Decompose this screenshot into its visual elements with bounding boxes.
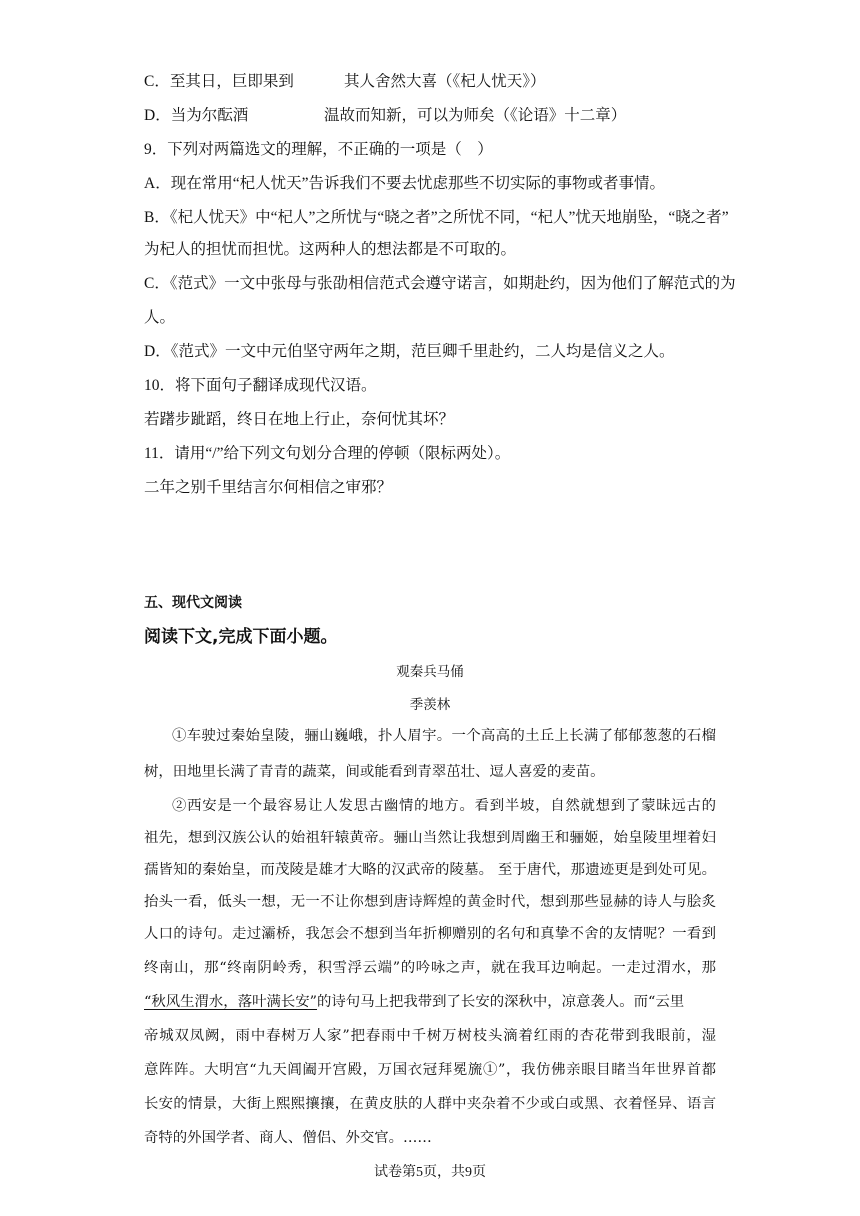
article-line-1: ①车驶过秦始皇陵，骊山巍峨，扑人眉宇。一个高高的土丘上长满了郁郁葱葱的石榴 [172,728,716,744]
article-line-12: 长安的情景，大街上熙熙攘攘，在黄皮肤的人群中夹杂着不少或白或黑、衣着怪异、语言 [144,1096,716,1112]
q9-option-b-line2: 为杞人的担忧而担忧。这两种人的想法都是不可取的。 [144,241,517,258]
underlined-quote: “秋风生渭水，落叶满长安” [144,994,318,1010]
article-line-9 [144,992,716,1012]
page-footer: 试卷第5页，共9页 [374,1165,486,1180]
article-line-5: 孺皆知的秦始皇，而茂陵是雄才大略的汉武帝的陵墓。 至于唐代，那遗迹更是到处可见。 [144,862,716,878]
q8-option-c [144,72,294,92]
q8-option-c-right: 其人舍然大喜（《杞人忧天》） [344,73,546,90]
q9-option-d: D．《范式》一文中元伯坚守两年之期，范巨卿千里赴约，二人均是信义之人。 [144,343,675,360]
article-line-6: 抬头一看，低头一想，无一不让你想到唐诗辉煌的黄金时代，想到那些显赫的诗人与脍炙 [144,894,716,910]
q9-stem: 9．下列对两篇选文的理解，不正确的一项是（ ） [144,141,493,158]
q9-option-b-line1: B．《杞人忧天》中“杞人”之所忧与“晓之者”之所忧不同，“杞人”忧天地崩坠，“晓之者” [144,209,729,226]
article-line-2: 树，田地里长满了青青的蔬菜，间或能看到青翠茁壮、逗人喜爱的麦苗。 [144,764,605,780]
section-heading: 五、现代文阅读 [144,595,242,611]
article-line-11: 意阵阵。大明宫“九天阊阖开宫殿，万国衣冠拜冕旒①”，我仿佛亲眼目睹当年世界首都 [144,1062,716,1078]
q8-option-d [144,106,248,126]
q10-sentence: 若躇步跐蹈，终日在地上行止，奈何忧其坏？ [144,411,455,428]
q11-stem: 11．请用“/”给下列文句划分合理的停顿（限标两处）。 [144,445,511,462]
article-line-10: 帝城双凤阙，雨中春树万人家”把春雨中千树万树枝头滴着红雨的杏花带到我眼前，湿 [144,1028,716,1044]
q8-option-d-right: 温故而知新，可以为师矣（《论语》十二章） [324,107,627,124]
article-line-9-rest: 的诗句马上把我带到了长安的深秋中，凉意袭人。而“云里 [317,994,685,1010]
article-line-4: 祖先，想到汉族公认的始祖轩辕黄帝。骊山当然让我想到周幽王和骊姬，始皇陵里埋着妇 [144,830,716,846]
article-line-3: ②西安是一个最容易让人发思古幽情的地方。看到半坡，自然就想到了蒙昧远古的 [172,798,716,814]
article-line-7: 人口的诗句。走过灞桥，我怎会不想到当年折柳赠别的名句和真挚不舍的友情呢？一看到 [144,926,716,942]
q9-option-c-line1: C．《范式》一文中张母与张劭相信范式会遵守诺言，如期赴约，因为他们了解范式的为 [144,275,736,292]
article-line-13: 奇特的外国学者、商人、僧侣、外交官。…… [144,1130,432,1146]
q9-option-a: A．现在常用“杞人忧天”告诉我们不要去忧虑那些不切实际的事物或者事情。 [144,175,665,192]
q8-option-c-label: C． [144,73,170,90]
article-author: 季羡林 [409,697,451,713]
q8-option-d-label: D． [144,107,171,124]
q8-option-c-left: 至其日，巨即果到 [169,73,294,90]
q8-option-d-left: 当为尔酝酒 [170,107,249,124]
reading-instruction: 阅读下文,完成下面小题。 [144,627,338,647]
q10-stem: 10．将下面句子翻译成现代汉语。 [144,377,377,394]
q9-option-c-line2: 人。 [144,309,176,326]
q11-sentence: 二年之别千里结言尔何相信之审邪？ [144,479,393,496]
article-title: 观秦兵马俑 [396,664,464,680]
article-line-8: 终南山，那“终南阴岭秀，积雪浮云端”的吟咏之声，就在我耳边响起。一走过渭水，那 [144,960,716,976]
